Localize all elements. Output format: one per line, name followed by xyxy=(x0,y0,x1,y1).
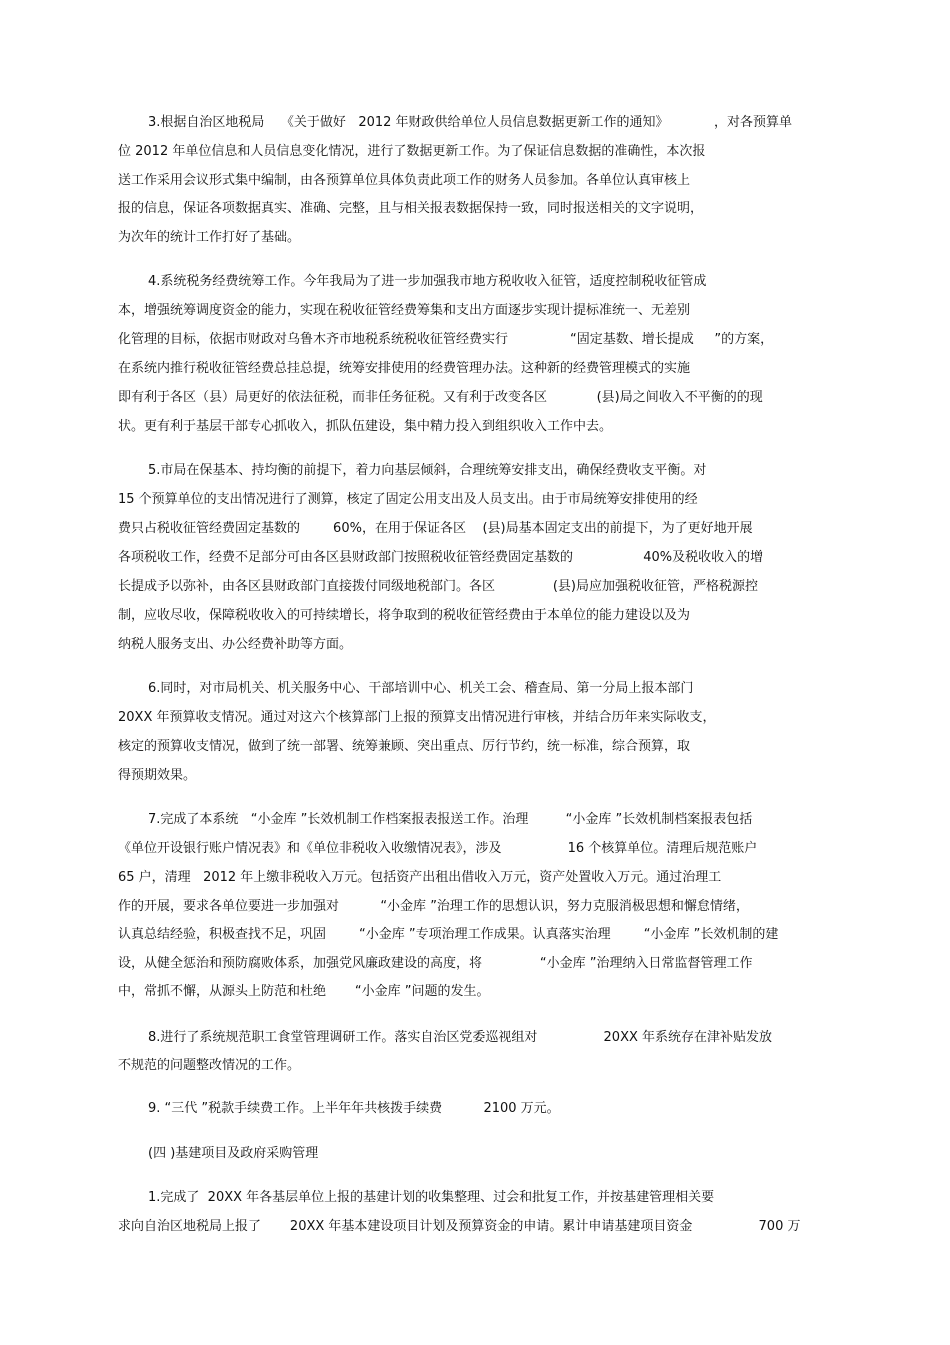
text-line: 6.同时，对市局机关、机关服务中心、干部培训中心、机关工会、稽查局、第一分局上报本部门 xyxy=(148,681,694,696)
text-line: 4.系统税务经费统筹工作。今年我局为了进一步加强我市地方税收收入征管，适度控制税收征管成 xyxy=(148,274,707,289)
text-line: 9. “三代 ”税款手续费工作。上半年年共核拨手续费 2100 万元。 xyxy=(148,1101,560,1116)
text-line: 在系统内推行税收征管经费总挂总提，统筹安排使用的经费管理办法。这种新的经费管理模式的实施 xyxy=(118,361,691,376)
text-line: 15 个预算单位的支出情况进行了测算，核定了固定公用支出及人员支出。由于市局统筹安排使用的经 xyxy=(118,492,698,507)
text-line: 即有利于各区（县）局更好的依法征税，而非任务征税。又有利于改变各区 (县)局之间收入不平衡的的现 xyxy=(118,390,763,405)
text-line: 得预期效果。 xyxy=(118,768,197,783)
text-line: 送工作采用会议形式集中编制，由各预算单位具体负责此项工作的财务人员参加。各单位认真审核上 xyxy=(118,173,691,188)
text-line: 5.市局在保基本、持均衡的前提下，着力向基层倾斜，合理统筹安排支出，确保经费收支平衡。对 xyxy=(148,463,707,478)
text-line: 状。更有利于基层干部专心抓收入，抓队伍建设，集中精力投入到组织收入工作中去。 xyxy=(118,419,613,434)
text-line: 化管理的目标，依据市财政对乌鲁木齐市地税系统税收征管经费实行 “固定基数、增长提成 ”的方案， xyxy=(118,332,774,347)
text-line: 设，从健全惩治和预防腐败体系，加强党风廉政建设的高度，将 “小金库 ”治理纳入日常监督管理工作 xyxy=(118,956,753,971)
text-line: 20XX 年预算收支情况。通过对这六个核算部门上报的预算支出情况进行审核，并结合历年来实际收支， xyxy=(118,710,716,725)
text-line: 认真总结经验，积极查找不足，巩固 “小金库 ”专项治理工作成果。认真落实治理 “小金库 ”长效机制的建 xyxy=(118,927,779,942)
text-line: 各项税收工作，经费不足部分可由各区县财政部门按照税收征管经费固定基数的 40%及税收收入的增 xyxy=(118,550,764,565)
text-line: 中，常抓不懈，从源头上防范和杜绝 “小金库 ”问题的发生。 xyxy=(118,984,490,999)
section-heading: (四 )基建项目及政府采购管理 xyxy=(148,1146,319,1161)
text-line: 8.进行了系统规范职工食堂管理调研工作。落实自治区党委巡视组对 20XX 年系统存在津补贴发放 xyxy=(148,1030,773,1045)
text-line: 位 2012 年单位信息和人员信息变化情况，进行了数据更新工作。为了保证信息数据的准确性，本次报 xyxy=(118,144,706,159)
text-line: 1.完成了 20XX 年各基层单位上报的基建计划的收集整理、过会和批复工作，并按基建管理相关要 xyxy=(148,1190,715,1205)
text-line: 作的开展，要求各单位要进一步加强对 “小金库 ”治理工作的思想认识，努力克服消极思想和懈怠情绪， xyxy=(118,899,749,914)
text-line: 求向自治区地税局上报了 20XX 年基本建设项目计划及预算资金的申请。累计申请基建项目资金 700 万 xyxy=(118,1219,801,1234)
text-line: 长提成予以弥补，由各区县财政部门直接拨付同级地税部门。各区 (县)局应加强税收征管，严格税源控 xyxy=(118,579,758,594)
text-line: 为次年的统计工作打好了基础。 xyxy=(118,230,301,245)
text-line: 65 户，清理 2012 年上缴非税收入万元。包括资产出租出借收入万元，资产处置收入万元。通过治理工 xyxy=(118,870,722,885)
text-line: 纳税人服务支出、办公经费补助等方面。 xyxy=(118,637,353,652)
text-line: 3.根据自治区地税局 《关于做好 2012 年财政供给单位人员信息数据更新工作的通知》 ，对各预算单 xyxy=(148,115,793,130)
text-line: 《单位开设银行账户情况表》和《单位非税收入收缴情况表》，涉及 16 个核算单位。清理后规范账户 xyxy=(118,841,758,856)
text-line: 制，应收尽收，保障税收收入的可持续增长，将争取到的税收征管经费由于本单位的能力建设以及为 xyxy=(118,608,691,623)
text-line: 核定的预算收支情况，做到了统一部署、统筹兼顾、突出重点、厉行节约，统一标准，综合预算，取 xyxy=(118,739,691,754)
text-line: 费只占税收征管经费固定基数的 60%，在用于保证各区 (县)局基本固定支出的前提下，为了更好地开展 xyxy=(118,521,753,536)
text-line: 本，增强统筹调度资金的能力，实现在税收征管经费筹集和支出方面逐步实现计提标准统一、无差别 xyxy=(118,303,691,318)
text-line: 不规范的问题整改情况的工作。 xyxy=(118,1058,301,1073)
text-line: 报的信息，保证各项数据真实、准确、完整，且与相关报表数据保持一致，同时报送相关的文字说明， xyxy=(118,201,704,216)
text-line: 7.完成了本系统 “小金库 ”长效机制工作档案报表报送工作。治理 “小金库 ”长效机制档案报表包括 xyxy=(148,812,753,827)
